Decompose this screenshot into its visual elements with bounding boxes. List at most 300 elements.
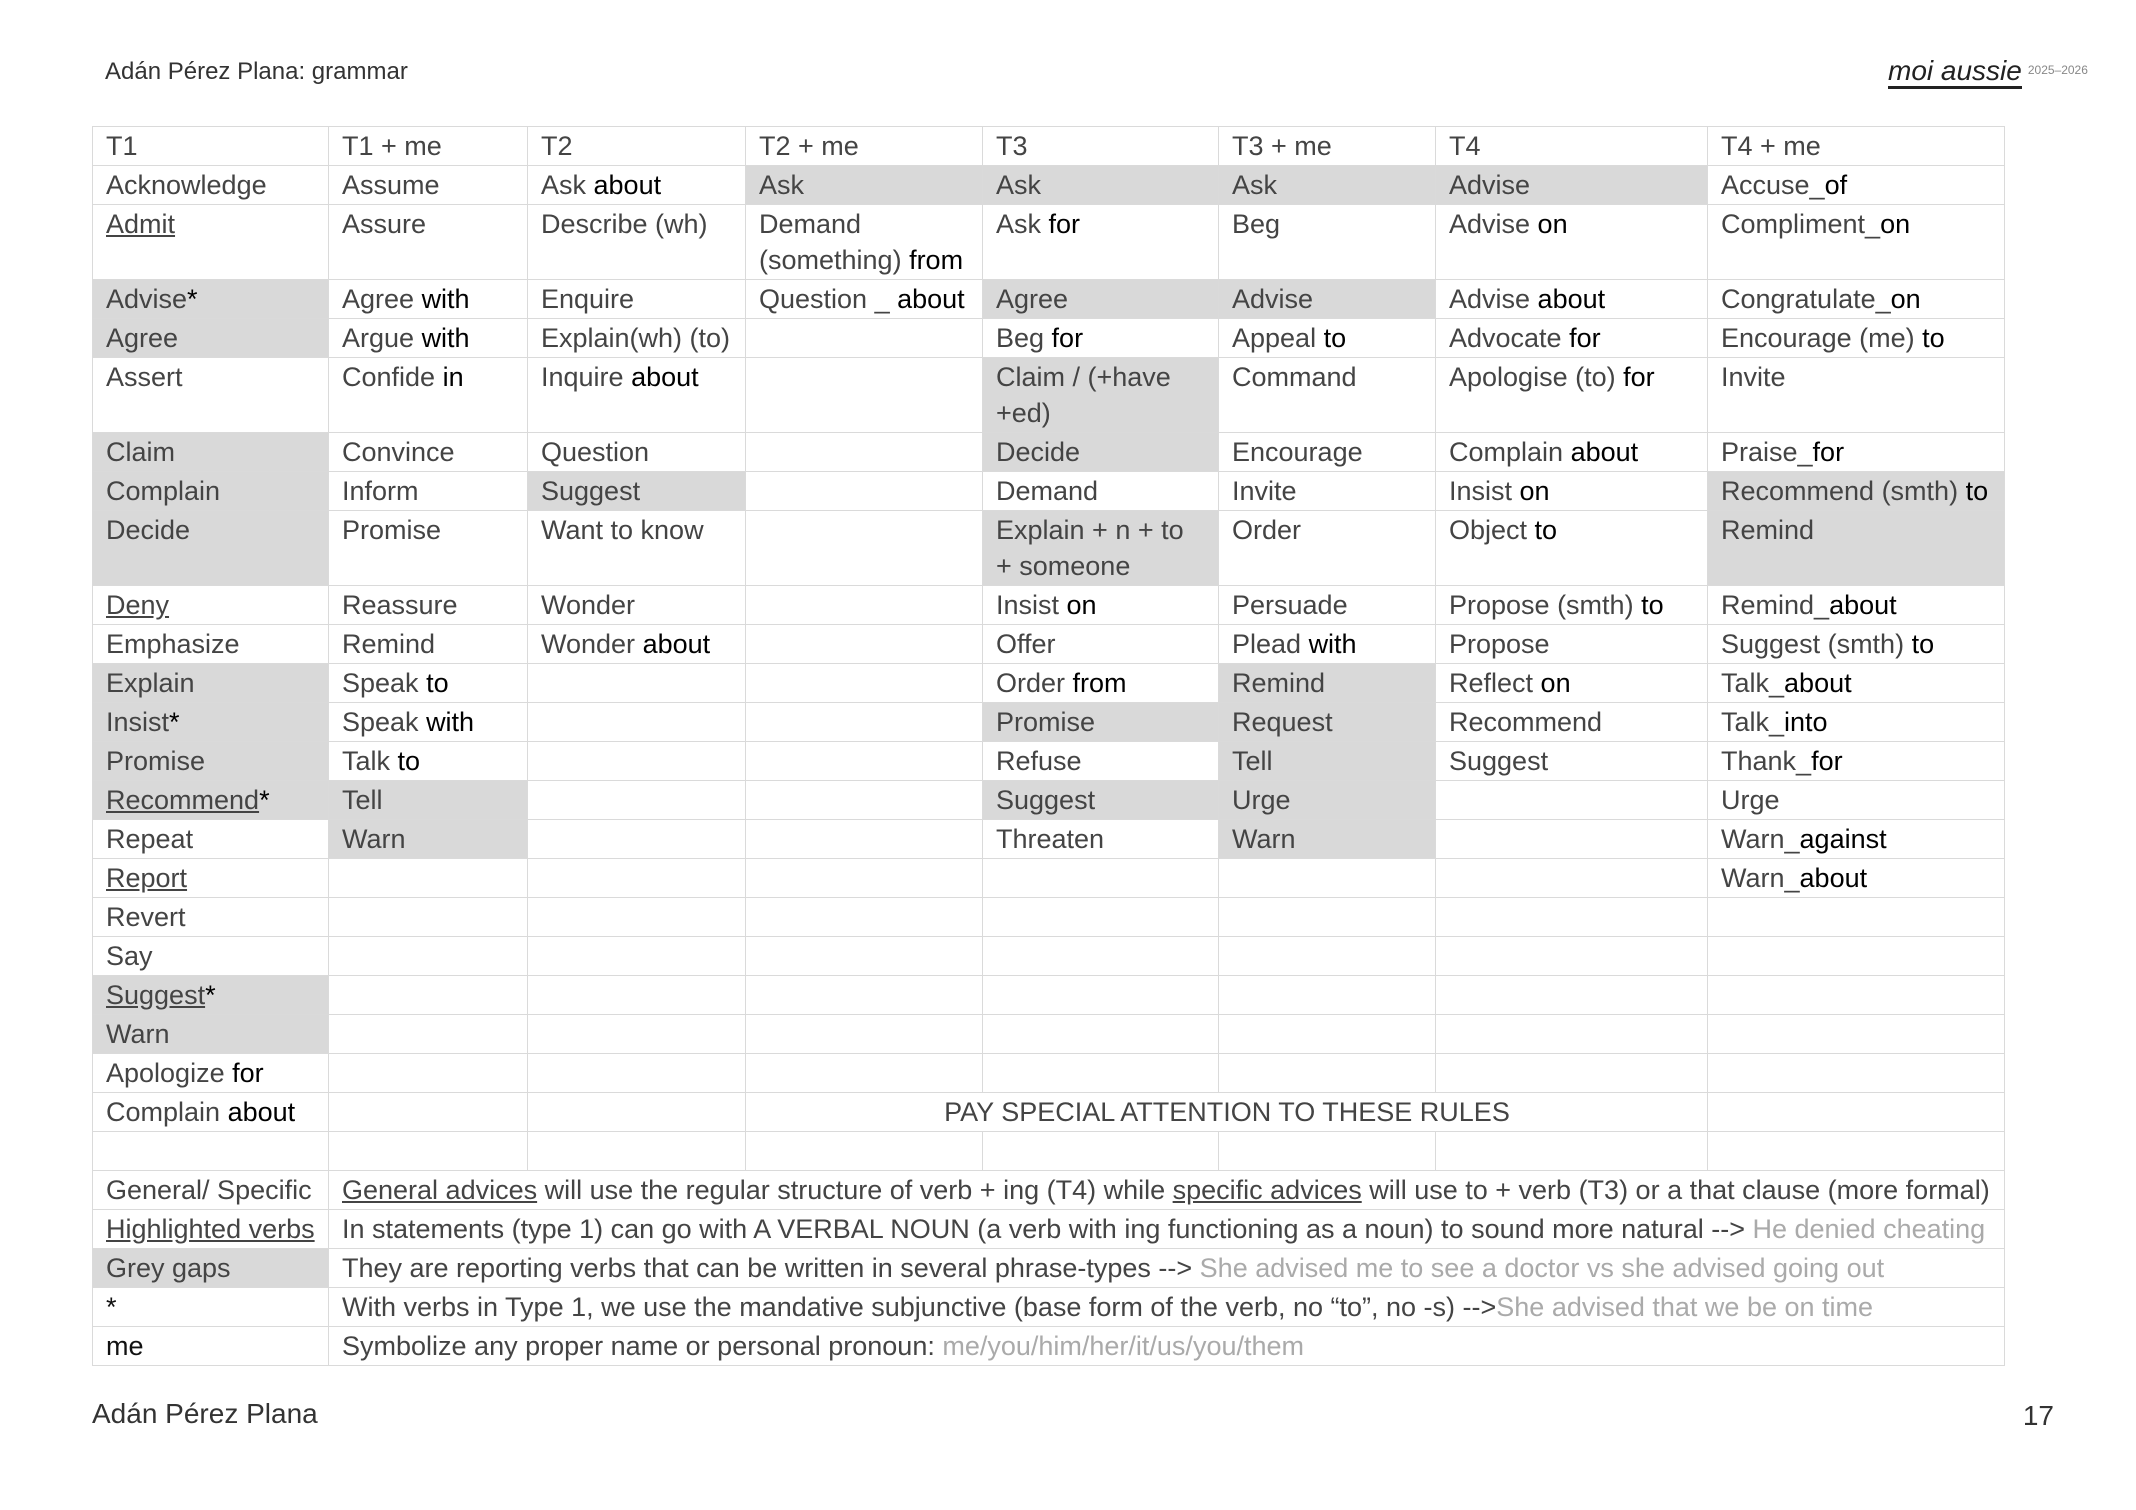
preposition-text: about: [1570, 437, 1639, 467]
table-row: [93, 586, 2005, 625]
table-row: [93, 1093, 2005, 1132]
rule-description: [329, 1327, 2005, 1366]
verb-text: Remind: [342, 629, 436, 659]
verb-text: Decide: [106, 515, 191, 545]
table-cell: [1219, 859, 1436, 898]
preposition-text: with: [1308, 629, 1357, 659]
table-cell: [1219, 586, 1436, 625]
verb-text: Inform: [342, 476, 419, 506]
table-cell: [746, 742, 983, 781]
preposition-text: about: [1784, 668, 1852, 698]
table-cell: [983, 205, 1219, 280]
verb-text: Beg: [1232, 209, 1281, 239]
verb-text: Advise: [1449, 170, 1531, 200]
table-cell: [528, 166, 746, 205]
rule-label-text: Grey gaps: [106, 1253, 231, 1283]
rule-text-part: General advices: [342, 1175, 538, 1205]
table-cell: [1436, 703, 1708, 742]
rule-label-text: General/ Specific: [106, 1175, 312, 1205]
table-cell: [528, 319, 746, 358]
table-cell: [1708, 976, 2005, 1015]
table-cell: [93, 586, 329, 625]
table-cell: [528, 703, 746, 742]
preposition-text: *: [205, 980, 216, 1010]
table-cell: [1708, 1054, 2005, 1093]
page-number: 17: [2022, 1400, 2054, 1431]
verb-text: Explain + n + to + someone: [996, 515, 1184, 581]
rule-row: [93, 1171, 2005, 1210]
table-cell: [1219, 1015, 1436, 1054]
table-cell: [528, 1054, 746, 1093]
rule-text-part: will use the regular structure of verb + ing (T4) while: [537, 1175, 1173, 1205]
table-cell: [1436, 1015, 1708, 1054]
preposition-text: to: [1965, 476, 1989, 506]
table-cell: [1219, 511, 1436, 586]
verb-text: Acknowledge: [106, 170, 267, 200]
table-cell: [983, 1015, 1219, 1054]
table-cell: [93, 472, 329, 511]
table-cell: [528, 898, 746, 937]
table-cell: [1219, 472, 1436, 511]
table-cell: [983, 472, 1219, 511]
table-cell: [329, 1132, 528, 1171]
table-cell: [1708, 703, 2005, 742]
verb-text: Urge: [1232, 785, 1291, 815]
verb-text: Suggest: [996, 785, 1096, 815]
verb-text: Decide: [996, 437, 1081, 467]
table-cell: [329, 166, 528, 205]
verb-text: Agree: [342, 284, 422, 314]
verb-text: Remind: [1232, 668, 1326, 698]
page-header-title: Adán Pérez Plana: grammar: [105, 58, 408, 85]
verb-text: Speak: [342, 707, 427, 737]
table-cell: [93, 859, 329, 898]
table-cell: [528, 820, 746, 859]
rule-text-part: specific advices: [1172, 1175, 1362, 1205]
column-header: T2 + me: [746, 127, 983, 166]
verb-text: Advise: [106, 284, 188, 314]
table-cell: [93, 820, 329, 859]
rule-row: [93, 1249, 2005, 1288]
column-header: T1 + me: [329, 127, 528, 166]
table-cell: [746, 976, 983, 1015]
table-cell: [983, 358, 1219, 433]
verb-text: Accuse_: [1721, 170, 1825, 200]
verb-text: Tell: [1232, 746, 1273, 776]
table-cell: [329, 433, 528, 472]
table-row: [93, 976, 2005, 1015]
preposition-text: with: [426, 707, 475, 737]
preposition-text: in: [442, 362, 464, 392]
preposition-text: to: [1323, 323, 1347, 353]
table-cell: [329, 664, 528, 703]
table-cell: [1436, 280, 1708, 319]
column-header: T1: [93, 127, 329, 166]
table-cell: [1436, 976, 1708, 1015]
table-cell: [746, 703, 983, 742]
verb-text: Demand (something): [759, 209, 910, 275]
table-row: [93, 472, 2005, 511]
table-cell: [1708, 1132, 2005, 1171]
verb-text: Invite: [1721, 362, 1786, 392]
table-cell: [528, 976, 746, 1015]
rule-row: [93, 1288, 2005, 1327]
table-cell: [93, 781, 329, 820]
table-cell: [93, 319, 329, 358]
table-cell: [93, 280, 329, 319]
table-cell: [983, 166, 1219, 205]
rule-text-part: He denied cheating: [1752, 1214, 1986, 1244]
verb-text: Speak: [342, 668, 427, 698]
table-cell: [329, 205, 528, 280]
verb-text: Complain: [106, 1097, 228, 1127]
logo-year: 2025–2026: [2027, 63, 2088, 77]
rule-label-text: *: [106, 1292, 117, 1322]
table-cell: [528, 1093, 746, 1132]
rule-text-part: She advised me to see a doctor vs she advised going out: [1199, 1253, 1885, 1283]
spacer-row: [93, 1132, 2005, 1171]
verb-text: Order: [996, 668, 1073, 698]
preposition-text: to: [397, 746, 421, 776]
verb-text: Request: [1232, 707, 1333, 737]
verb-text: Warn: [342, 824, 406, 854]
table-cell: [1436, 511, 1708, 586]
table-row: [93, 280, 2005, 319]
table-cell: [1219, 319, 1436, 358]
table-row: [93, 664, 2005, 703]
verb-text: Appeal: [1232, 323, 1324, 353]
table-cell: [93, 898, 329, 937]
verb-text: Talk_: [1721, 707, 1785, 737]
table-cell: [983, 859, 1219, 898]
rule-label: [93, 1249, 329, 1288]
verb-text: Recommend: [106, 785, 260, 815]
verb-text: Assume: [342, 170, 440, 200]
rule-label: [93, 1327, 329, 1366]
table-cell: [528, 664, 746, 703]
table-cell: [746, 898, 983, 937]
table-cell: [528, 433, 746, 472]
table-cell: [329, 898, 528, 937]
preposition-text: with: [421, 323, 470, 353]
preposition-text: about: [642, 629, 711, 659]
table-cell: [1436, 358, 1708, 433]
preposition-text: on: [1537, 209, 1568, 239]
table-row: [93, 703, 2005, 742]
verb-text: Assert: [106, 362, 183, 392]
table-cell: [528, 859, 746, 898]
table-cell: [1708, 511, 2005, 586]
table-cell: [983, 937, 1219, 976]
table-cell: [1219, 742, 1436, 781]
table-cell: [746, 820, 983, 859]
table-cell: [983, 625, 1219, 664]
verb-text: Warn: [1232, 824, 1296, 854]
verb-text: Promise: [996, 707, 1096, 737]
table-cell: [528, 742, 746, 781]
verb-text: Say: [106, 941, 153, 971]
verb-text: Propose: [1449, 629, 1550, 659]
preposition-text: for: [1812, 437, 1845, 467]
verb-text: Warn: [106, 1019, 170, 1049]
table-cell: [93, 664, 329, 703]
table-row: [93, 781, 2005, 820]
rule-row: [93, 1327, 2005, 1366]
verb-text: Wonder: [541, 629, 643, 659]
table-row: [93, 205, 2005, 280]
table-cell: [329, 703, 528, 742]
column-header: T2: [528, 127, 746, 166]
table-cell: [1436, 586, 1708, 625]
rule-label: [93, 1171, 329, 1210]
table-cell: [329, 358, 528, 433]
table-cell: [329, 1015, 528, 1054]
table-cell: [746, 358, 983, 433]
table-cell: [1436, 1132, 1708, 1171]
verb-text: Praise_: [1721, 437, 1813, 467]
table-row: [93, 511, 2005, 586]
table-cell: [1436, 433, 1708, 472]
verb-text: Warn_: [1721, 863, 1800, 893]
verb-text: Promise: [106, 746, 206, 776]
verb-text: Assure: [342, 209, 427, 239]
table-cell: [93, 205, 329, 280]
rule-label: [93, 1288, 329, 1327]
rule-label-text: me: [106, 1331, 144, 1361]
verb-text: Wonder: [541, 590, 636, 620]
verb-text: Agree: [996, 284, 1069, 314]
table-cell: [1708, 937, 2005, 976]
table-cell: [746, 586, 983, 625]
table-cell: [329, 1093, 528, 1132]
table-cell: [1219, 976, 1436, 1015]
preposition-text: *: [169, 707, 180, 737]
table-cell: [329, 859, 528, 898]
table-cell: [746, 433, 983, 472]
verb-text: Command: [1232, 362, 1357, 392]
table-cell: [93, 166, 329, 205]
table-cell: [329, 280, 528, 319]
verb-text: Advise: [1449, 209, 1538, 239]
verb-text: Ask: [996, 209, 1049, 239]
logo-text: moi aussie: [1888, 55, 2022, 89]
table-cell: [1219, 205, 1436, 280]
table-cell: [93, 1093, 329, 1132]
table-cell: [746, 1015, 983, 1054]
rule-text-part: me/you/him/her/it/us/you/them: [942, 1331, 1304, 1361]
table-cell: [746, 166, 983, 205]
table-cell: [329, 781, 528, 820]
rule-text-part: will use to + verb (T3) or a that clause (more formal): [1361, 1175, 1990, 1205]
preposition-text: about: [897, 284, 965, 314]
table-cell: [528, 937, 746, 976]
verb-text: Complain: [106, 476, 221, 506]
preposition-text: for: [1569, 323, 1601, 353]
verb-text: Insist: [106, 707, 170, 737]
verb-text: Refuse: [996, 746, 1082, 776]
table-cell: [983, 511, 1219, 586]
table-cell: [1708, 820, 2005, 859]
table-cell: [93, 358, 329, 433]
table-cell: [329, 937, 528, 976]
verb-text: Confide: [342, 362, 443, 392]
table-row: [93, 742, 2005, 781]
verb-text: Talk: [342, 746, 398, 776]
table-row: [93, 859, 2005, 898]
verb-text: Thank_: [1721, 746, 1812, 776]
verb-text: Ask: [541, 170, 594, 200]
table-cell: [1219, 820, 1436, 859]
table-cell: [1708, 781, 2005, 820]
table-cell: [1708, 625, 2005, 664]
table-cell: [1436, 166, 1708, 205]
table-cell: [746, 1132, 983, 1171]
verb-text: Inquire: [541, 362, 632, 392]
verb-text: Advise: [1449, 284, 1538, 314]
table-row: [93, 937, 2005, 976]
table-cell: [1219, 358, 1436, 433]
table-cell: [1219, 166, 1436, 205]
table-cell: [93, 625, 329, 664]
preposition-text: on: [1066, 590, 1097, 620]
verb-text: Talk_: [1721, 668, 1785, 698]
table-cell: [1436, 742, 1708, 781]
table-cell: [983, 820, 1219, 859]
table-cell: [983, 586, 1219, 625]
verb-text: Explain: [106, 668, 195, 698]
column-header: T3 + me: [1219, 127, 1436, 166]
table-cell: [93, 1054, 329, 1093]
table-cell: [1708, 358, 2005, 433]
reporting-verbs-table: [92, 126, 2005, 1366]
verb-text: Describe (wh): [541, 209, 708, 239]
preposition-text: *: [187, 284, 198, 314]
table-cell: [329, 319, 528, 358]
table-cell: [528, 1015, 746, 1054]
table-cell: [1708, 586, 2005, 625]
table-header-row: [93, 127, 2005, 166]
table-cell: [1708, 433, 2005, 472]
preposition-text: for: [1623, 362, 1655, 392]
verb-text: Report: [106, 863, 188, 893]
table-cell: [983, 781, 1219, 820]
verb-text: Order: [1232, 515, 1302, 545]
verb-text: Question _: [759, 284, 898, 314]
preposition-text: on: [1540, 668, 1571, 698]
verb-text: Complain: [1449, 437, 1571, 467]
rule-label: [93, 1210, 329, 1249]
table-row: [93, 820, 2005, 859]
table-cell: [1708, 742, 2005, 781]
table-cell: [1219, 625, 1436, 664]
verb-text: Persuade: [1232, 590, 1348, 620]
verb-text: Threaten: [996, 824, 1105, 854]
table-cell: [983, 742, 1219, 781]
verb-text: Enquire: [541, 284, 635, 314]
table-cell: [93, 433, 329, 472]
verb-text: Apologise (to): [1449, 362, 1624, 392]
preposition-text: with: [421, 284, 470, 314]
verb-text: Apologize: [106, 1058, 233, 1088]
preposition-text: about: [227, 1097, 296, 1127]
table-cell: [746, 859, 983, 898]
table-cell: [1219, 937, 1436, 976]
table-cell: [93, 1132, 329, 1171]
table-cell: [93, 1015, 329, 1054]
rule-description: [329, 1171, 2005, 1210]
preposition-text: about: [1537, 284, 1606, 314]
table-cell: [1219, 703, 1436, 742]
verb-text: Insist: [996, 590, 1067, 620]
rule-text-part: In statements (type 1) can go with A VERBAL NOUN (a verb with ing functioning as a noun) to sound more natural -->: [342, 1214, 1753, 1244]
table-cell: [329, 586, 528, 625]
table-cell: [528, 781, 746, 820]
table-row: [93, 166, 2005, 205]
table-cell: [528, 205, 746, 280]
table-cell: [528, 511, 746, 586]
table-cell: [93, 937, 329, 976]
column-header: T4 + me: [1708, 127, 2005, 166]
table-cell: [329, 625, 528, 664]
preposition-text: on: [1880, 209, 1911, 239]
preposition-text: for: [1811, 746, 1843, 776]
table-cell: [1436, 898, 1708, 937]
table-cell: [528, 1132, 746, 1171]
preposition-text: from: [1072, 668, 1127, 698]
table-cell: [1436, 1054, 1708, 1093]
brand-logo: [1888, 55, 2088, 87]
table-cell: [93, 703, 329, 742]
verb-text: Compliment_: [1721, 209, 1881, 239]
verb-text: Urge: [1721, 785, 1780, 815]
column-header: T3: [983, 127, 1219, 166]
table-cell: [1708, 859, 2005, 898]
table-cell: [1219, 280, 1436, 319]
verb-text: Advocate: [1449, 323, 1570, 353]
rule-description: [329, 1249, 2005, 1288]
table-cell: [329, 472, 528, 511]
verb-text: Recommend (smth): [1721, 476, 1966, 506]
table-cell: [983, 280, 1219, 319]
preposition-text: to: [426, 668, 449, 698]
verb-text: Object: [1449, 515, 1535, 545]
verb-text: Invite: [1232, 476, 1297, 506]
table-cell: [1219, 433, 1436, 472]
rule-text-part: Symbolize any proper name or personal pronoun:: [342, 1331, 943, 1361]
rule-description: [329, 1210, 2005, 1249]
verb-text: Remind: [1721, 515, 1815, 545]
verb-text: Argue: [342, 323, 422, 353]
preposition-text: of: [1824, 170, 1848, 200]
table-cell: [1219, 781, 1436, 820]
rule-text-part: They are reporting verbs that can be written in several phrase-types -->: [342, 1253, 1200, 1283]
verb-text: Warn_: [1721, 824, 1800, 854]
verb-text: Question: [541, 437, 650, 467]
preposition-text: about: [1829, 590, 1897, 620]
table-row: [93, 319, 2005, 358]
table-cell: [1436, 937, 1708, 976]
table-cell: [1436, 781, 1708, 820]
verb-text: Claim: [106, 437, 176, 467]
preposition-text: about: [1799, 863, 1868, 893]
table-cell: [983, 703, 1219, 742]
table-cell: [746, 319, 983, 358]
verb-text: Encourage (me): [1721, 323, 1923, 353]
table-cell: [1436, 625, 1708, 664]
preposition-text: *: [259, 785, 270, 815]
verb-text: Propose (smth): [1449, 590, 1642, 620]
table-cell: [1708, 205, 2005, 280]
